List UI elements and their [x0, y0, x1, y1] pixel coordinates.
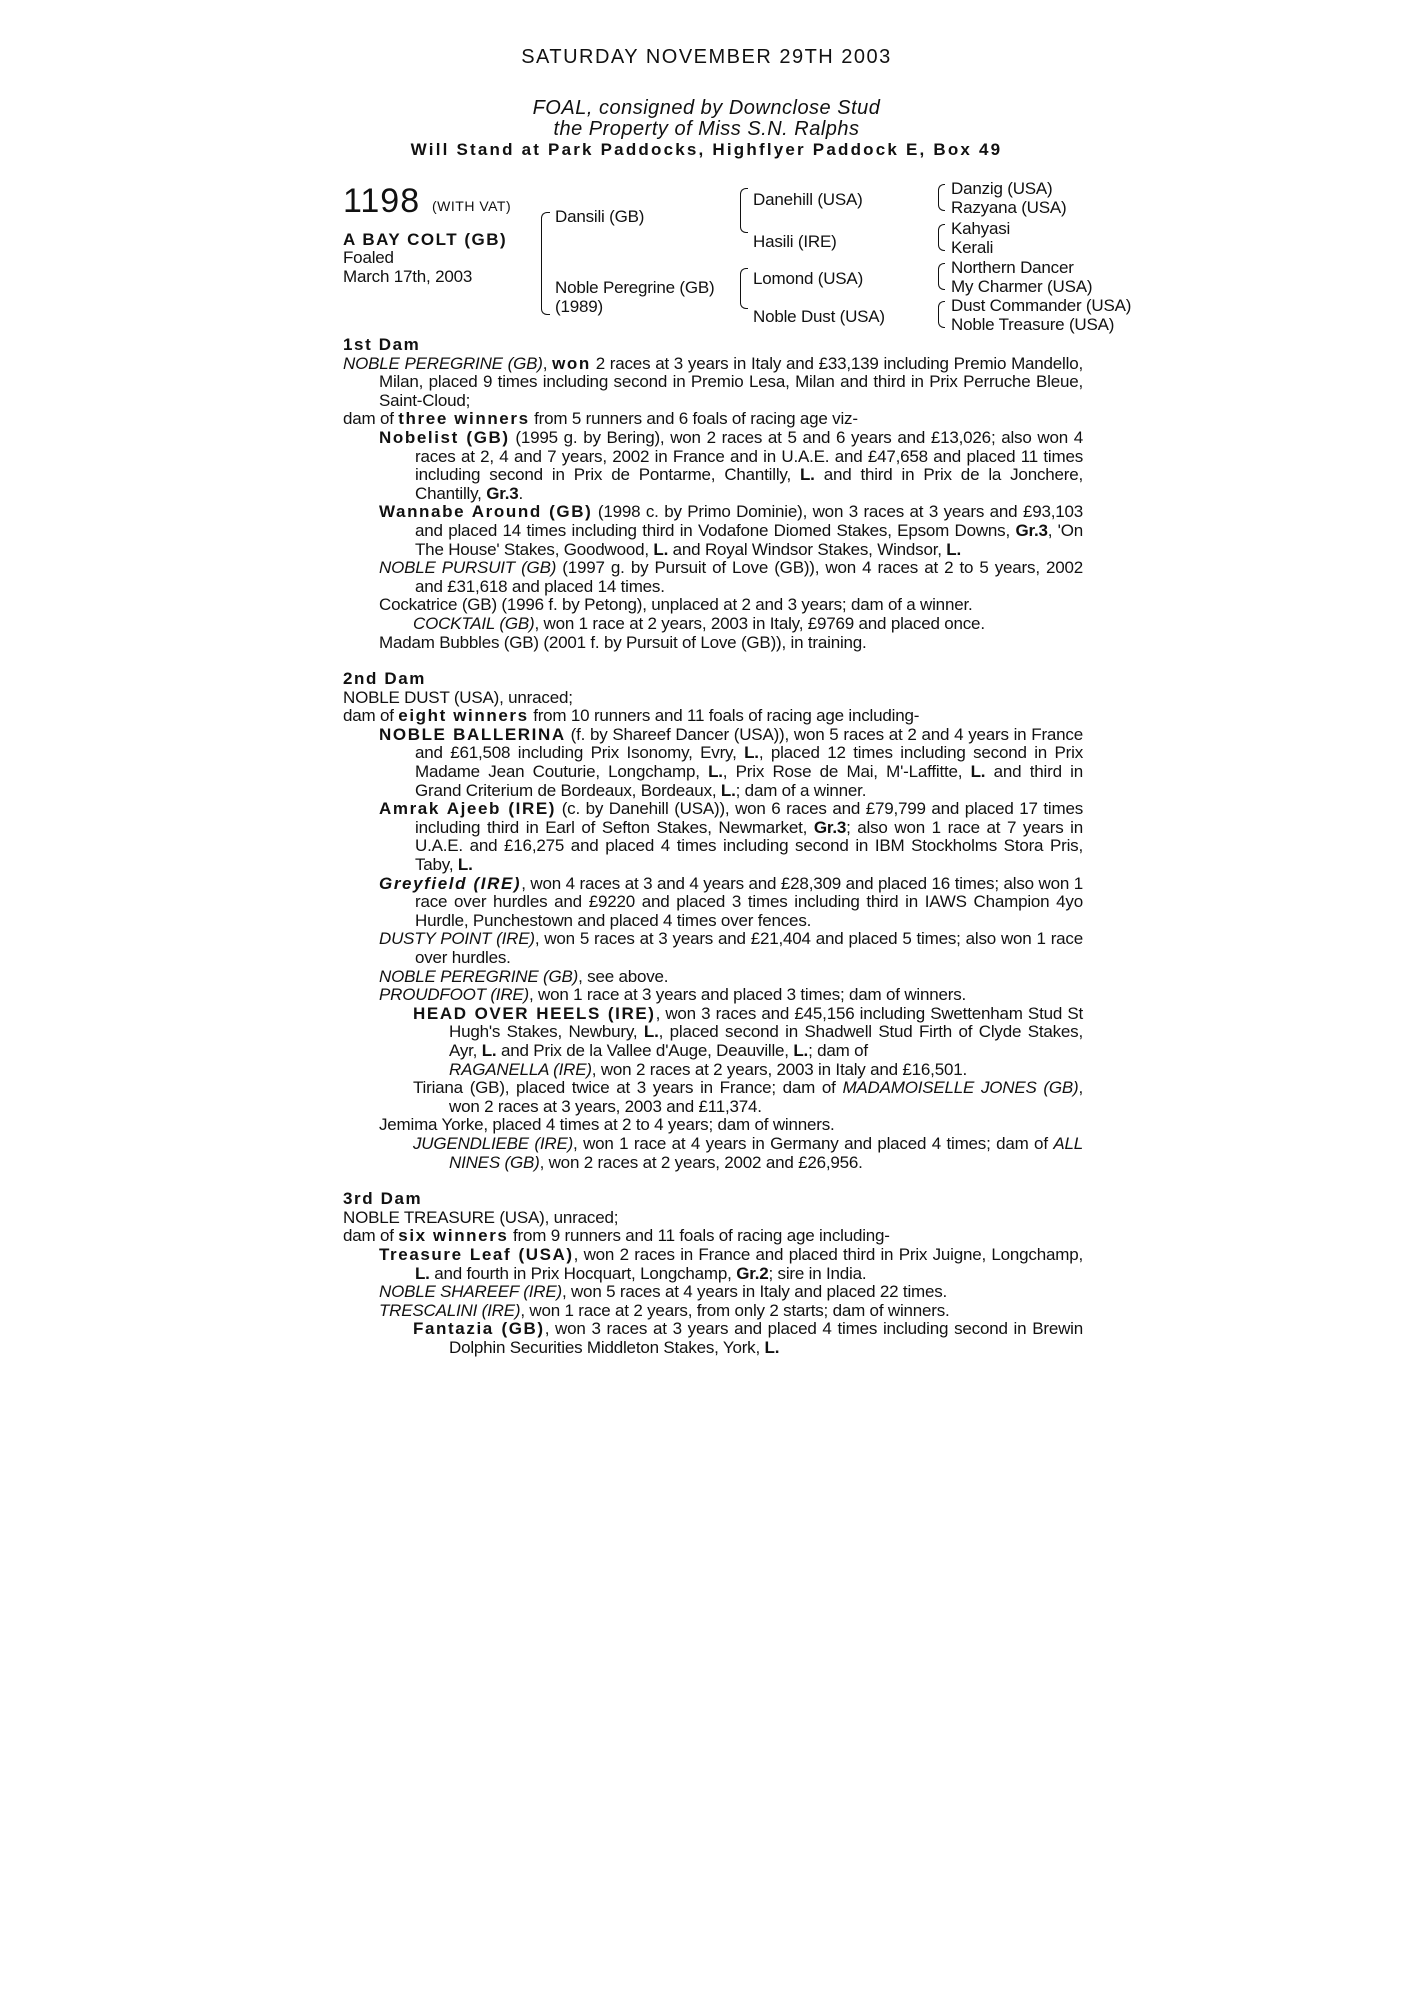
horse-name: Amrak Ajeeb (IRE) — [379, 799, 557, 819]
text: and Prix de la Vallee d'Auge, Deauville, — [496, 1040, 794, 1060]
text: and third in Grand Criterium de Bordeaux, Bordeaux, — [415, 762, 1084, 800]
listed-mark: L. — [481, 1040, 497, 1060]
horse-name: JUGENDLIEBE (IRE) — [413, 1133, 574, 1153]
pedigree-brace — [740, 210, 748, 233]
won-word: won — [552, 353, 591, 373]
horse-name: COCKTAIL (GB) — [413, 613, 535, 633]
group-mark: Gr.2 — [736, 1263, 769, 1283]
text: and fourth in Prix Hocquart, Longchamp, — [429, 1263, 737, 1283]
produce-entry — [343, 1246, 1083, 1283]
second-dam-heading: 2nd Dam — [343, 669, 426, 689]
pedigree-brace — [740, 288, 748, 309]
group-mark: Gr.3 — [813, 817, 847, 837]
text: , see above. — [578, 966, 669, 986]
horse-name: NOBLE PEREGRINE (GB) — [379, 966, 579, 986]
winners-count: six winners — [398, 1226, 509, 1246]
pedigree-g7: Dust Commander (USA) — [951, 296, 1132, 315]
produce-entry — [343, 726, 1083, 800]
third-dam-summary — [343, 1227, 1083, 1246]
pedigree-g3: Kahyasi — [951, 219, 1011, 238]
pedigree-dam-dam: Noble Dust (USA) — [753, 307, 885, 326]
pedigree-brace — [938, 276, 945, 290]
listed-mark: L. — [946, 539, 961, 559]
text: from 10 runners and 11 foals of racing age including- — [528, 706, 920, 726]
pedigree-sire-sire: Danehill (USA) — [753, 190, 863, 209]
text: ; dam of — [808, 1040, 868, 1060]
text: dam of — [343, 1226, 399, 1246]
pedigree-brace — [938, 224, 945, 238]
text: ; dam of a winner. — [735, 780, 867, 800]
text: , won 3 races and £45,156 including Swettenham Stud St Hugh's Stakes, Newbury, — [449, 1003, 1083, 1042]
pedigree-g6: My Charmer (USA) — [951, 277, 1093, 296]
sale-date: SATURDAY NOVEMBER 29TH 2003 — [521, 46, 892, 68]
listed-mark: L. — [643, 1022, 659, 1042]
first-dam-summary — [343, 410, 1083, 429]
horse-name: Wannabe Around (GB) — [379, 502, 593, 522]
horse-name: NOBLE BALLERINA — [379, 724, 566, 744]
pedigree-g1: Danzig (USA) — [951, 179, 1053, 198]
group-mark: Gr.3 — [1015, 520, 1048, 540]
horse-name: Nobelist (GB) — [379, 427, 510, 447]
first-dam-record: NOBLE PEREGRINE (GB), won 2 races at 3 years in Italy and £33,139 including Premio Mandello, Milan, placed 9 times including second in Premio Lesa, Milan and third in Prix Perruche Bleue, Saint-Cloud; — [343, 353, 1083, 410]
produce-entry — [343, 1005, 1083, 1079]
spacer — [343, 1172, 1083, 1190]
horse-name: MADAMOISELLE JONES (GB) — [842, 1078, 1079, 1098]
produce-entry — [343, 930, 1083, 967]
produce-record — [343, 336, 1083, 1357]
pedigree-brace — [740, 188, 748, 211]
text: (1995 g. by Bering), won 2 races at 5 and 6 years and £13,026; also won 4 races at 2, 4 and 7 years, 2002 in France and in U.A.E. and £47,658 and placed 11 times including second in Prix de Pontarme, Chantilly, — [415, 427, 1083, 485]
text: , won 1 race at 2 years, 2003 in Italy, £9769 and placed once. — [534, 613, 985, 633]
produce-entry — [343, 800, 1083, 874]
text: (c. by Danehill (USA)), won 6 races and £79,799 and placed 17 times including third in Earl of Sefton Stakes, Newmarket, — [415, 799, 1083, 837]
text: dam of — [343, 409, 399, 429]
text: . — [518, 483, 523, 503]
text: , won 1 race at 2 years, from only 2 starts; dam of winners. — [520, 1300, 950, 1320]
pedigree-dam-sire: Lomond (USA) — [753, 269, 864, 288]
text: , won 2 races at 3 years, 2003 and £11,374. — [449, 1078, 1083, 1116]
vat-note: (WITH VAT) — [432, 198, 512, 214]
pedigree-g5: Northern Dancer — [951, 258, 1074, 277]
horse-name: PROUDFOOT (IRE) — [379, 985, 529, 1005]
text: (1997 g. by Pursuit of Love (GB)), won 4 races at 2 to 5 years, 2002 and £31,618 and placed 14 times. — [415, 558, 1083, 596]
pedigree-brace — [938, 314, 945, 328]
produce-entry: Cockatrice (GB) (1996 f. by Petong), unplaced at 2 and 3 years; dam of a winner. — [379, 595, 973, 615]
produce-entry — [343, 986, 1083, 1005]
horse-name: TRESCALINI (IRE) — [379, 1300, 521, 1320]
text: Tiriana (GB), placed twice at 3 years in France; dam of — [413, 1078, 843, 1098]
group-mark: Gr.3 — [486, 483, 519, 503]
pedigree-brace — [938, 184, 945, 198]
produce-entry — [343, 429, 1083, 503]
listed-mark: L. — [457, 855, 473, 875]
text: ; also won 1 race at 7 years in U.A.E. and £16,275 and placed 4 times including second in IBM Stockholms Stora Pris, Taby, — [415, 817, 1084, 875]
pedigree-brace — [938, 197, 945, 211]
text: , won 1 race at 4 years in Germany and placed 4 times; dam of — [573, 1133, 1054, 1153]
winners-count: eight winners — [398, 706, 529, 726]
lot-description: A BAY COLT (GB) — [343, 230, 508, 249]
pedigree-brace — [938, 237, 945, 251]
horse-name: Treasure Leaf (USA) — [379, 1244, 574, 1264]
text: from 9 runners and 11 foals of racing age including- — [508, 1226, 890, 1246]
produce-entry: Jemima Yorke, placed 4 times at 2 to 4 years; dam of winners. — [379, 1115, 835, 1135]
text: (f. by Shareef Dancer (USA)), won 5 races at 2 and 4 years in France and £61,508 including Prix Isonomy, Evry, — [415, 724, 1083, 763]
produce-entry — [343, 1302, 1083, 1321]
text: , won 2 races at 2 years, 2003 in Italy and £16,501. — [591, 1059, 967, 1079]
listed-mark: L. — [744, 743, 759, 763]
produce-entry: Madam Bubbles (GB) (2001 f. by Pursuit of Love (GB)), in training. — [379, 632, 867, 652]
listed-mark: L. — [970, 762, 986, 782]
pedigree-g2: Razyana (USA) — [951, 198, 1067, 217]
consignor-line: FOAL, consigned by Downclose Stud — [532, 97, 881, 119]
text: , Prix Rose de Mai, M'-Laffitte, — [722, 762, 971, 782]
produce-entry — [343, 1135, 1083, 1172]
pedigree-brace — [740, 268, 748, 289]
text: , won 1 race at 3 years and placed 3 times; dam of winners. — [529, 985, 967, 1005]
produce-entry — [343, 1079, 1083, 1116]
horse-name: Fantazia (GB) — [413, 1319, 545, 1339]
listed-mark: L. — [415, 1263, 430, 1283]
horse-name: HEAD OVER HEELS (IRE) — [413, 1003, 656, 1023]
text: , placed 12 times including second in Prix Madame Jean Couturie, Longchamp, — [415, 743, 1083, 782]
produce-entry — [343, 1320, 1083, 1357]
produce-entry — [343, 1283, 1083, 1302]
produce-entry — [343, 875, 1083, 931]
pedigree-dam-year: (1989) — [555, 297, 603, 316]
second-dam-name: NOBLE DUST (USA), unraced; — [343, 687, 573, 707]
text: dam of — [343, 706, 399, 726]
text: , won 3 races at 3 years and placed 4 times including second in Brewin Dolphin Securities Middleton Stakes, York, — [449, 1319, 1083, 1357]
horse-name: RAGANELLA (IRE) — [449, 1059, 592, 1079]
text: and Royal Windsor Stakes, Windsor, — [668, 539, 947, 559]
horse-name: Greyfield (IRE) — [379, 873, 522, 893]
stand-location: Will Stand at Park Paddocks, Highflyer Paddock E, Box 49 — [410, 140, 1003, 159]
pedigree-dam: Noble Peregrine (GB) — [555, 278, 715, 297]
property-line: the Property of Miss S.N. Ralphs — [553, 118, 860, 140]
foaled-date: March 17th, 2003 — [343, 267, 473, 286]
pedigree-brace — [938, 301, 945, 315]
listed-mark: L. — [764, 1337, 780, 1357]
horse-name: NOBLE PEREGRINE (GB) — [343, 353, 543, 373]
text: ; sire in India. — [768, 1263, 867, 1283]
text: and third in Prix de la Jonchere, Chantilly, — [415, 465, 1083, 503]
pedigree-g4: Kerali — [951, 238, 994, 257]
text: , 'On The House' Stakes, Goodwood, — [415, 520, 1083, 559]
horse-name: DUSTY POINT (IRE) — [379, 929, 535, 949]
text: , won 4 races at 3 and 4 years and £28,309 and placed 16 times; also won 1 race over hurdles and £9220 and placed 3 times including third in IAWS Champion 4yo Hurdle, Punchestown and placed 4 times over fences. — [415, 873, 1083, 930]
horse-name: ALL NINES (GB) — [449, 1133, 1083, 1172]
winners-count: three winners — [398, 409, 530, 429]
spacer — [343, 652, 1083, 670]
produce-entry — [343, 968, 1083, 987]
pedigree-brace — [541, 262, 550, 315]
third-dam-name: NOBLE TREASURE (USA), unraced; — [343, 1207, 619, 1227]
produce-entry — [343, 503, 1083, 559]
horse-name: NOBLE SHAREEF (IRE) — [379, 1282, 562, 1302]
pedigree-brace — [938, 263, 945, 277]
listed-mark: L. — [720, 780, 736, 800]
produce-entry — [343, 615, 1083, 634]
pedigree-g8: Noble Treasure (USA) — [951, 315, 1115, 334]
text: , won 5 races at 4 years in Italy and placed 22 times. — [561, 1282, 948, 1302]
listed-mark: L. — [799, 465, 815, 485]
second-dam-summary — [343, 707, 1083, 726]
text: (1998 c. by Primo Dominie), won 3 races at 3 years and £93,103 and placed 14 times including third in Vodafone Diomed Stakes, Epsom Downs, — [415, 502, 1083, 540]
pedigree-brace — [541, 212, 550, 263]
listed-mark: L. — [793, 1040, 809, 1060]
horse-name: NOBLE PURSUIT (GB) — [379, 558, 557, 578]
pedigree-sire: Dansili (GB) — [555, 207, 645, 226]
text: , won 2 races at 2 years, 2002 and £26,956. — [539, 1152, 863, 1172]
text: from 5 runners and 6 foals of racing age viz- — [529, 409, 858, 429]
pedigree-sire-dam: Hasili (IRE) — [753, 232, 837, 251]
lot-number: 1198 — [343, 182, 421, 220]
foaled-label: Foaled — [343, 248, 394, 267]
produce-entry — [343, 559, 1083, 596]
listed-mark: L. — [708, 762, 723, 782]
record-text: 2 races at 3 years in Italy and £33,139 including Premio Mandello, Milan, placed 9 times including second in Premio Lesa, Milan and third in Prix Perruche Bleue, Saint-Cloud; — [379, 353, 1083, 410]
listed-mark: L. — [653, 539, 669, 559]
text: , won 5 races at 3 years and £21,404 and placed 5 times; also won 1 race over hurdles. — [415, 929, 1083, 967]
third-dam-heading: 3rd Dam — [343, 1189, 423, 1209]
text: , won 2 races in France and placed third in Prix Juigne, Longchamp, — [573, 1244, 1083, 1264]
first-dam-heading: 1st Dam — [343, 335, 421, 354]
text: , placed second in Shadwell Stud Firth of Clyde Stakes, Ayr, — [449, 1022, 1084, 1060]
